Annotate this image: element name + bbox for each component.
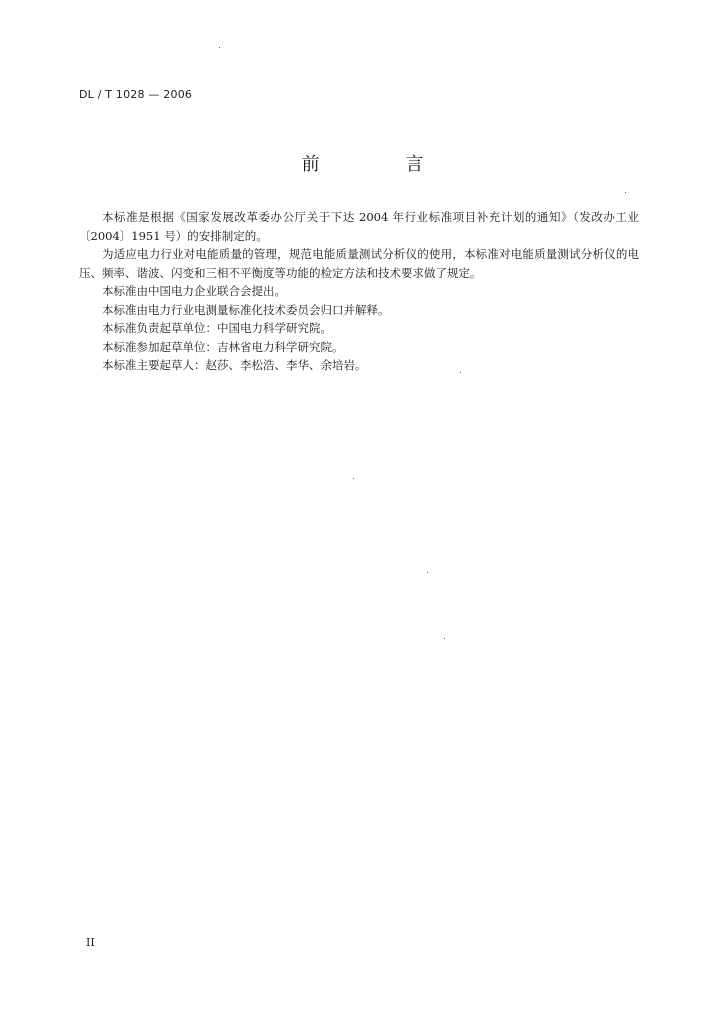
scan-speck xyxy=(353,478,354,479)
scan-speck xyxy=(460,372,461,373)
paragraph: 为适应电力行业对电能质量的管理，规范电能质量测试分析仪的使用，本标准对电能质量测试分析仪的电压、频率、谐波、闪变和三相不平衡度等功能的检定方法和技术要求做了规定。 xyxy=(79,247,639,280)
standard-code: DL / T 1028 — 2006 xyxy=(79,88,193,101)
paragraph: 本标准是根据《国家发展改革委办公厅关于下达 2004 年行业标准项目补充计划的通知》（发改办工业〔2004〕1951 号）的安排制定的。 xyxy=(79,210,639,243)
scan-speck xyxy=(219,47,220,48)
foreword-body xyxy=(79,208,639,375)
paragraph: 本标准主要起草人：赵莎、李松浩、李华、余培岩。 xyxy=(102,358,367,372)
scan-speck xyxy=(444,638,445,639)
page-title: 前 言 xyxy=(301,154,464,175)
scan-speck xyxy=(625,192,626,193)
scan-speck xyxy=(427,572,428,573)
paragraph: 本标准参加起草单位：吉林省电力科学研究院。 xyxy=(102,339,344,354)
page-number: II xyxy=(86,936,95,949)
paragraph: 本标准负责起草单位：中国电力科学研究院。 xyxy=(102,321,332,335)
paragraph: 本标准由电力行业电测量标准化技术委员会归口并解释。 xyxy=(102,302,390,317)
paragraph: 本标准由中国电力企业联合会提出。 xyxy=(102,284,286,298)
